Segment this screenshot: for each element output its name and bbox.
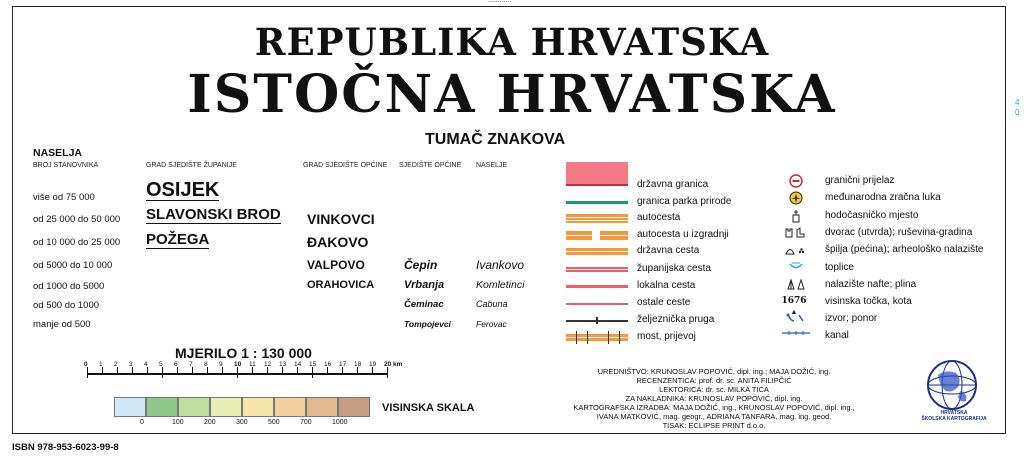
scale-tick-label: 12 — [264, 361, 272, 368]
legend-symbol-label: hodočasničko mjesto — [825, 210, 919, 221]
elevation-point-value: 1676 — [781, 296, 807, 306]
border-crossing-icon — [785, 174, 807, 191]
pop-row-2: od 25 000 do 50 000 — [33, 214, 121, 225]
scale-tick-label: 16 — [324, 361, 332, 368]
top-note: ............ — [488, 0, 512, 4]
castle-icon — [785, 226, 807, 241]
elevation-band — [178, 397, 210, 417]
scale-tick-label: 13 — [279, 361, 287, 368]
legend-line-label: ostale ceste — [637, 297, 691, 308]
municipality-cepin: Čepin — [404, 258, 438, 272]
legend-symbol-label: granični prijelaz — [825, 175, 895, 186]
scale-tick-label: 5 — [159, 361, 163, 368]
settlement-ferovac: Ferovac — [476, 319, 507, 329]
elevation-label: VISINSKA SKALA — [382, 402, 475, 414]
legend-symbol-label: toplice — [825, 262, 854, 273]
elevation-value: 100 — [172, 419, 184, 426]
credit-line: KARTOGRAFSKA IZRADBA: MAJA DOŽIĆ, ing., KRUNOSLAV POPOVIĆ, dipl. ing., — [573, 403, 855, 412]
title-region: ISTOČNA HRVATSKA — [187, 64, 837, 125]
legend-line-sample — [566, 281, 628, 293]
municipality-vrbanja: Vrbanja — [404, 279, 445, 291]
scale-tick-label: 2 — [114, 361, 118, 368]
scale-tick — [312, 367, 313, 378]
legend-line-label: autocesta u izgradnji — [637, 229, 729, 240]
pop-row-4: od 5000 do 10 000 — [33, 260, 113, 271]
municipality-tompojevci: Tompojevci — [404, 319, 451, 329]
cave-icon — [785, 243, 807, 258]
legend-symbol-label: međunarodna zračna luka — [825, 192, 941, 203]
credit-line: UREDNIŠTVO: KRUNOSLAV POPOVIĆ, dipl. ing.; MAJA DOŽIĆ, ing. — [597, 367, 831, 376]
legend-line-sample — [566, 180, 628, 192]
credit-line: TISAK: ECLIPSE PRINT d.o.o. — [662, 421, 766, 430]
col-county-seat: GRAD SJEDIŠTE ŽUPANIJE — [146, 162, 237, 169]
scale-tick — [237, 367, 238, 378]
scale-tick — [162, 367, 163, 378]
scale-tick-label: 9 — [219, 361, 223, 368]
col-population: BROJ STANOVNIKA — [33, 162, 99, 169]
legend-line-sample — [566, 298, 628, 310]
airport-icon — [785, 191, 807, 208]
credit-line: RECENZENTICA: prof. dr. sc. ANITA FILIPČIĆ — [636, 376, 792, 385]
scale-tick-label: 11 — [249, 361, 256, 368]
scale-label: MJERILO 1 : 130 000 — [175, 345, 312, 361]
col-municipality: SJEDIŠTE OPĆINE — [399, 162, 462, 169]
elevation-value: 700 — [300, 419, 312, 426]
settlement-ivankovo: Ivankovo — [476, 258, 525, 272]
legend-line-sample — [566, 264, 628, 276]
legend-symbol-label: špilja (pećina); arheološko nalazište — [825, 244, 984, 255]
scale-tick-label: 14 — [294, 361, 302, 368]
legend-line-label: granica parka prirode — [637, 196, 732, 207]
title-republic: REPUBLIKA HRVATSKA — [254, 20, 770, 64]
elevation-band — [146, 397, 178, 417]
county-seat-slavonski-brod: SLAVONSKI BROD — [146, 206, 281, 223]
spa-icon — [785, 261, 807, 274]
legend-line-label: državna granica — [637, 179, 709, 190]
scale-tick-label: 6 — [174, 361, 178, 368]
pop-row-1: više od 75 000 — [33, 192, 95, 203]
legend-line-sample — [566, 197, 628, 209]
pop-row-5: od 1000 do 5000 — [33, 281, 105, 292]
elevation-band — [210, 397, 242, 417]
isbn: ISBN 978-953-6023-99-8 — [12, 442, 119, 453]
settlements-heading: NASELJA — [33, 147, 83, 159]
scale-tick — [387, 367, 388, 378]
scale-tick-label: 17 — [339, 361, 347, 368]
elevation-value: 0 — [140, 419, 144, 426]
scale-tick-label: 0 — [84, 361, 88, 368]
legend-symbol-label: kanal — [825, 330, 849, 341]
legend-line-label: autocesta — [637, 212, 681, 223]
elevation-value: 1000 — [332, 419, 348, 426]
scale-tick-label: 8 — [204, 361, 208, 368]
logo-globe-icon — [922, 357, 982, 417]
county-seat-pozega: POŽEGA — [146, 231, 210, 248]
elevation-band — [274, 397, 306, 417]
pop-row-3: od 10 000 do 25 000 — [33, 237, 121, 248]
side-mark-1: 4 — [1015, 98, 1020, 107]
legend-symbol-label: izvor; ponor — [825, 313, 878, 324]
legend-title: TUMAČ ZNAKOVA — [425, 131, 566, 148]
side-mark-2: 0 — [1015, 108, 1020, 117]
legend-line-label: državna cesta — [637, 245, 700, 256]
oil-gas-icon — [785, 278, 807, 293]
elevation-value: 200 — [204, 419, 216, 426]
legend-line-label: županijska cesta — [637, 263, 711, 274]
pop-row-7: manje od 500 — [33, 319, 91, 330]
municipality-ceminac: Čeminac — [404, 299, 444, 310]
municipal-city-orahovica: ORAHOVICA — [307, 279, 375, 291]
scale-tick-label: 4 — [144, 361, 148, 368]
scale-tick-label: 20 km — [384, 361, 403, 368]
col-settlement: NASELJE — [476, 162, 508, 169]
credit-line: ZA NAKLADNIKA: KRUNOSLAV POPOVIĆ, dipl. ing. — [625, 394, 803, 403]
scale-tick-label: 19 — [369, 361, 377, 368]
settlement-komletinci: Komletinci — [476, 279, 525, 291]
scale-tick-label: 18 — [354, 361, 362, 368]
legend-line-sample — [566, 230, 628, 242]
legend-symbol-label: visinska točka, kota — [825, 296, 912, 307]
legend-line-label: željeznička pruga — [637, 314, 715, 325]
scale-tick-label: 10 — [234, 361, 242, 368]
elevation-band — [338, 397, 370, 417]
legend-symbol-label: dvorac (utvrda); ruševina-gradina — [825, 227, 973, 238]
elevation-band — [306, 397, 338, 417]
municipal-city-vinkovci: VINKOVCI — [307, 211, 375, 227]
spring-icon — [785, 312, 807, 327]
logo-text-1: HRVATSKA — [940, 410, 968, 416]
legend-line-sample — [566, 213, 628, 225]
triangle-icon: ▲ — [790, 309, 798, 316]
legend-line-label: lokalna cesta — [637, 280, 696, 291]
scale-tick — [87, 367, 88, 378]
legend-line-sample — [566, 315, 628, 327]
legend-line-sample — [566, 332, 628, 344]
elevation-value: 300 — [236, 419, 248, 426]
elevation-band — [242, 397, 274, 417]
pop-row-6: od 500 do 1000 — [33, 300, 100, 311]
scale-tick-label: 3 — [129, 361, 133, 368]
legend-line-label: most, prijevoj — [637, 331, 696, 342]
scale-tick-label: 1 — [99, 361, 103, 368]
credit-line: IVANA MATKOVIĆ, mag. geogr., ADRIANA TANFARA, mag. ing. geod. — [596, 412, 832, 421]
pilgrimage-icon — [785, 209, 807, 226]
county-seat-osijek: OSIJEK — [146, 179, 220, 201]
elevation-value: 500 — [268, 419, 280, 426]
settlement-cabuna: Cabuna — [476, 299, 508, 309]
scale-tick-label: 15 — [309, 361, 317, 368]
col-municipal-city: GRAD SJEDIŠTE OPĆINE — [303, 162, 388, 169]
legend-symbol-label: nalazište nafte; plina — [825, 279, 917, 290]
canal-icon — [779, 329, 813, 340]
municipal-city-valpovo: VALPOVO — [307, 258, 365, 272]
scale-tick-label: 7 — [189, 361, 193, 368]
credit-line: LEKTORICA: dr. sc. MILKA TICA — [659, 385, 769, 394]
logo-text-2: ŠKOLSKA KARTOGRAFIJA — [921, 416, 987, 422]
legend-line-sample — [566, 246, 628, 258]
municipal-city-djakovo: ĐAKOVO — [307, 234, 369, 250]
elevation-band — [114, 397, 146, 417]
